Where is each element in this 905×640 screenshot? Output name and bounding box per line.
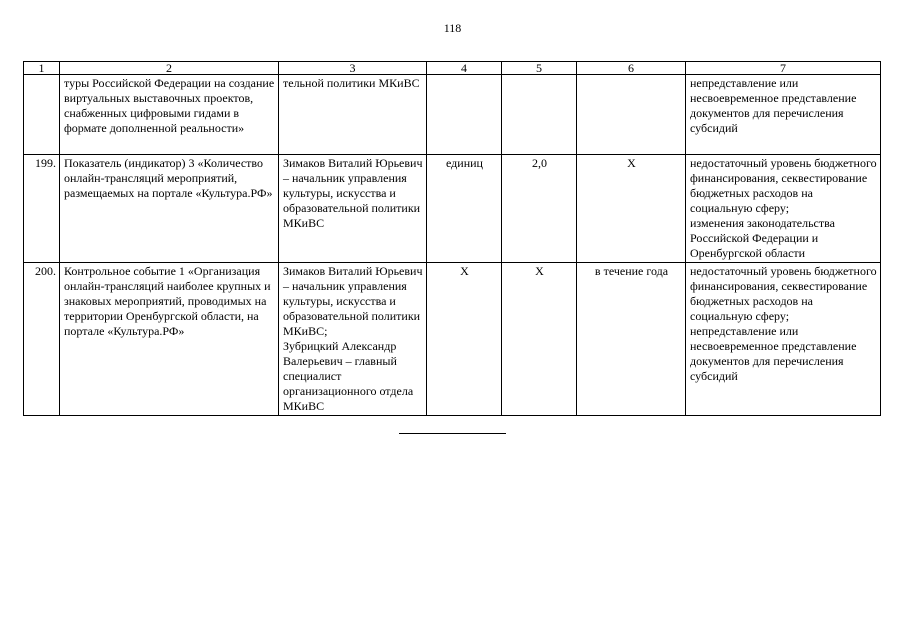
row-number-cell: 199.: [24, 155, 60, 263]
risks-cell: недостаточный уровень бюджетного финансирования, секвестирование бюджетных расходов на социальную сферу; непредставление или несвоевременное представление документов для перечисления субсидий: [686, 263, 881, 416]
value-cell: 2,0: [502, 155, 577, 263]
responsible-cell: Зимаков Виталий Юрьевич – начальник управления культуры, искусства и образовательной политики МКиВС; Зубрицкий Александр Валерьевич – главный специалист организационного отдела МКиВС: [279, 263, 427, 416]
unit-cell: единиц: [427, 155, 502, 263]
column-header: 7: [686, 62, 881, 75]
value-cell: [502, 75, 577, 155]
deadline-cell: [577, 75, 686, 155]
risks-cell: недостаточный уровень бюджетного финансирования, секвестирование бюджетных расходов на социальную сферу; изменения законодательства Российской Федерации и Оренбургской области: [686, 155, 881, 263]
end-divider: [399, 433, 506, 434]
event-name-cell: туры Российской Федерации на создание виртуальных выставочных проектов, снабженных цифровыми гидами в формате дополненной реальности»: [60, 75, 279, 155]
row-number-cell: 200.: [24, 263, 60, 416]
value-cell: Х: [502, 263, 577, 416]
page-number: 118: [443, 21, 462, 35]
risks-cell: непредставление или несвоевременное представление документов для перечисления субсидий: [686, 75, 881, 155]
table-row: [24, 155, 881, 263]
column-header: 6: [577, 62, 686, 75]
row-number-cell: [24, 75, 60, 155]
event-name-cell: Показатель (индикатор) 3 «Количество онлайн-трансляций мероприятий, размещаемых на портале «Культура.РФ»: [60, 155, 279, 263]
unit-cell: Х: [427, 263, 502, 416]
column-header: 3: [279, 62, 427, 75]
column-header: 5: [502, 62, 577, 75]
column-header: 1: [24, 62, 60, 75]
table-row: [24, 263, 881, 416]
deadline-cell: в течение года: [577, 263, 686, 416]
column-header: 4: [427, 62, 502, 75]
responsible-cell: тельной политики МКиВС: [279, 75, 427, 155]
event-name-cell: Контрольное событие 1 «Организация онлайн-трансляций наиболее крупных и знаковых мероприятий, проводимых на территории Оренбургской области, на портале «Культура.РФ»: [60, 263, 279, 416]
table-row: [24, 75, 881, 155]
responsible-cell: Зимаков Виталий Юрьевич – начальник управления культуры, искусства и образовательной политики МКиВС: [279, 155, 427, 263]
column-number-row: [24, 62, 881, 75]
deadline-cell: Х: [577, 155, 686, 263]
plan-table: [23, 61, 881, 416]
column-header: 2: [60, 62, 279, 75]
unit-cell: [427, 75, 502, 155]
